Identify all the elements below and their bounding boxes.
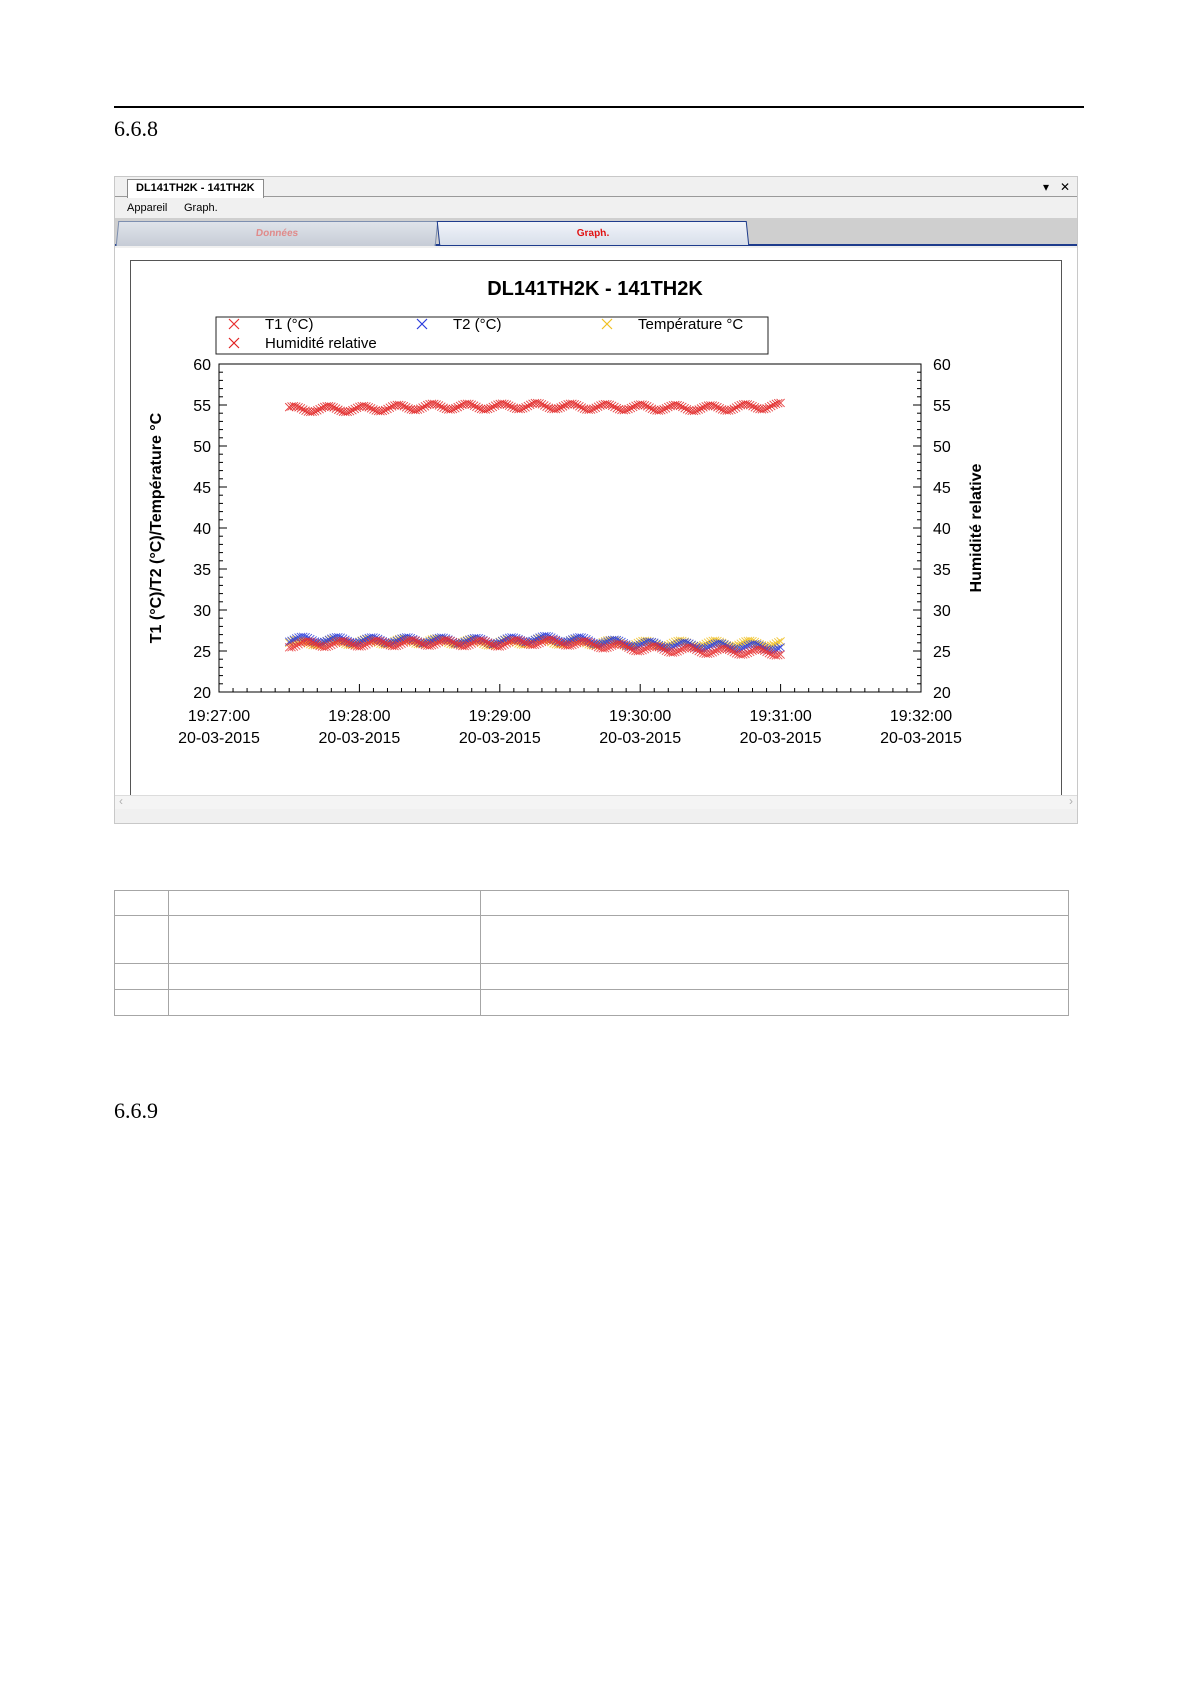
x-tick-label: 20-03-2015	[880, 730, 962, 747]
x-tick-label: 19:30:00	[609, 708, 672, 725]
tab-graph-label: Graph.	[576, 228, 610, 239]
legend-entry: T1 (°C)	[265, 316, 314, 333]
y2-tick-label: 55	[933, 398, 951, 415]
y-axis-label: T1 (°C)/T2 (°C)/Température °C	[148, 412, 165, 644]
x-tick-label: 20-03-2015	[318, 730, 401, 747]
x-tick-label: 19:27:00	[187, 708, 251, 725]
graph-pane	[115, 248, 1077, 809]
x-tick-label: 19:28:00	[328, 708, 391, 725]
app-window	[114, 176, 1078, 824]
tab-donnees-label: Données	[255, 228, 299, 239]
y2-tick-label: 60	[933, 357, 951, 374]
table-cell	[115, 964, 169, 990]
y-tick-label: 60	[193, 357, 211, 374]
table-row	[115, 916, 1069, 964]
y-tick-label: 35	[193, 562, 211, 579]
y-tick-label: 55	[193, 398, 211, 415]
document-tab[interactable]: DL141TH2K - 141TH2K	[127, 179, 264, 198]
y-tick-label: 40	[193, 521, 211, 538]
y2-tick-label: 25	[933, 644, 951, 661]
dropdown-icon[interactable]: ▾	[1043, 180, 1050, 194]
x-tick-label: 19:31:00	[749, 708, 812, 725]
tab-graph[interactable]	[437, 221, 750, 246]
chart-frame	[130, 260, 1062, 797]
chart	[131, 261, 1061, 796]
menu-graph[interactable]: Graph.	[184, 202, 218, 214]
table-row	[115, 990, 1069, 1016]
scroll-left-icon[interactable]: ‹	[119, 794, 123, 808]
y2-axis-label: Humidité relative	[968, 463, 985, 593]
x-tick-label: 20-03-2015	[739, 730, 822, 747]
view-tabs	[115, 218, 1077, 246]
table-cell	[481, 964, 1069, 990]
y-tick-label: 45	[193, 480, 211, 497]
table-cell	[169, 964, 481, 990]
table-cell	[115, 916, 169, 964]
header-rule	[114, 106, 1084, 108]
x-tick-label: 19:29:00	[468, 708, 531, 725]
table-cell	[115, 891, 169, 916]
y2-tick-label: 50	[933, 439, 951, 456]
y-tick-label: 25	[193, 644, 211, 661]
section-number: 6.6.8	[114, 116, 158, 141]
y2-tick-label: 40	[933, 521, 951, 538]
legend-entry: T2 (°C)	[453, 316, 502, 333]
horizontal-scrollbar[interactable]	[115, 795, 1077, 809]
y2-tick-label: 20	[933, 685, 951, 702]
y-tick-label: 20	[193, 685, 211, 702]
y2-tick-label: 30	[933, 603, 951, 620]
table-cell	[481, 990, 1069, 1016]
table-row	[115, 891, 1069, 916]
table-cell	[169, 990, 481, 1016]
y-tick-label: 30	[193, 603, 211, 620]
x-tick-label: 19:32:00	[889, 708, 953, 725]
table-cell	[481, 916, 1069, 964]
menu-bar	[115, 198, 1077, 218]
tab-donnees[interactable]	[116, 221, 439, 246]
legend-entry: Température °C	[638, 316, 744, 333]
close-icon[interactable]: ✕	[1060, 180, 1071, 194]
table-cell	[169, 891, 481, 916]
table-cell	[481, 891, 1069, 916]
y2-tick-label: 45	[933, 480, 951, 497]
scroll-right-icon[interactable]: ›	[1069, 794, 1073, 808]
x-tick-label: 20-03-2015	[599, 730, 682, 747]
section-number: 6.6.9	[114, 1098, 158, 1123]
table-cell	[169, 916, 481, 964]
table-row	[115, 964, 1069, 990]
x-tick-label: 20-03-2015	[178, 730, 260, 747]
y2-tick-label: 35	[933, 562, 951, 579]
menu-appareil[interactable]: Appareil	[127, 202, 168, 214]
chart-title: DL141TH2K - 141TH2K	[487, 278, 703, 300]
x-tick-label: 20-03-2015	[458, 730, 541, 747]
legend-entry: Humidité relative	[265, 335, 377, 352]
document-tabstrip	[115, 177, 1077, 197]
table-cell	[115, 990, 169, 1016]
y-tick-label: 50	[193, 439, 211, 456]
empty-table	[114, 890, 1069, 1016]
